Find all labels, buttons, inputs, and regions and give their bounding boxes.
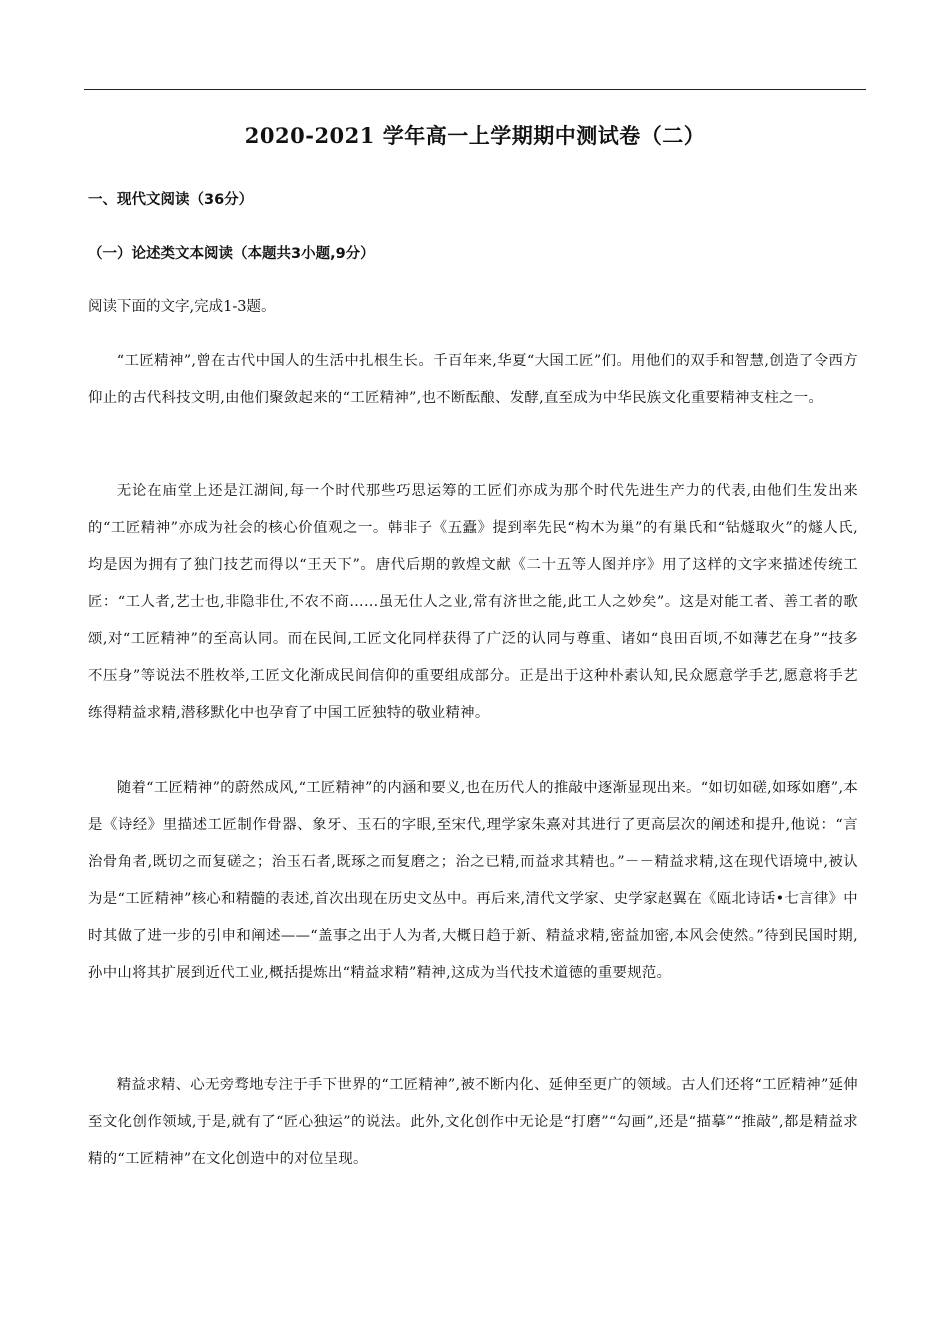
section-heading: 一、现代文阅读（36分）: [88, 192, 254, 208]
paragraph-2: 无论在庙堂上还是江湖间,每一个时代那些巧思运筹的工匠们亦成为那个时代先进生产力的代表,由他们生发出来的“工匠精神”亦成为社会的核心价值观之一。韩非子《五蠹》提到率先民“构木为巢”的有巢氏和“钻燧取火”的燧人氏,均是因为拥有了独门技艺而得以“王天下”。唐代后期的敦煌文献《二十五等人图并序》用了这样的文字来描述传统工匠：“工人者,艺士也,非隐非仕,不农不商……虽无仕人之业,常有济世之能,此工人之妙矣”。这是对能工者、善工者的歌颂,对“工匠精神”的至高认同。而在民间,工匠文化同样获得了广泛的认同与尊重、诸如“良田百顷,不如薄艺在身”“技多不压身”等说法不胜枚举,工匠文化渐成民间信仰的重要组成部分。正是出于这种朴素认知,民众愿意学手艺,愿意将手艺练得精益求精,潜移默化中也孕育了中国工匠独特的敬业精神。: [88, 483, 858, 721]
subsection-heading: （一）论述类文本阅读（本题共3小题,9分）: [88, 246, 375, 262]
paragraph-1: “工匠精神”,曾在古代中国人的生活中扎根生长。千百年来,华夏“大国工匠”们。用他们的双手和智慧,创造了令西方仰止的古代科技文明,由他们聚敛起来的“工匠精神”,也不断酝酿、发酵,直至成为中华民族文化重要精神支柱之一。: [88, 353, 858, 406]
page-title: 2020-2021 学年高一上学期期中测试卷（二）: [244, 123, 706, 148]
reading-instruction: 阅读下面的文字,完成1-3题。: [88, 299, 276, 315]
header-rule: [84, 89, 866, 90]
paragraph-3: 随着“工匠精神”的蔚然成风,“工匠精神”的内涵和要义,也在历代人的推敲中逐渐显现出来。“如切如磋,如琢如磨”,本是《诗经》里描述工匠制作骨器、象牙、玉石的字眼,至宋代,理学家朱熹对其进行了更高层次的阐述和提升,他说：“言治骨角者,既切之而复磋之；治玉石者,既琢之而复磨之；治之已精,而益求其精也。”－－精益求精,这在现代语境中,被认为是“工匠精神”核心和精髓的表述,首次出现在历史文丛中。再后来,清代文学家、史学家赵翼在《瓯北诗话•七言律》中时其做了进一步的引申和阐述——“盖事之出于人为者,大概日趋于新、精益求精,密益加密,本风会使然。”待到民国时期,孙中山将其扩展到近代工业,概括提炼出“精益求精”精神,这成为当代技术道德的重要规范。: [88, 780, 859, 981]
paragraph-4: 精益求精、心无旁骛地专注于手下世界的“工匠精神”,被不断内化、延伸至更广的领域。古人们还将“工匠精神”延伸至文化创作领域,于是,就有了“匠心独运”的说法。此外,文化创作中无论是“打磨”“勾画”,还是“描摹”“推敲”,都是精益求精的“工匠精神”在文化创造中的对位呈现。: [88, 1077, 858, 1167]
